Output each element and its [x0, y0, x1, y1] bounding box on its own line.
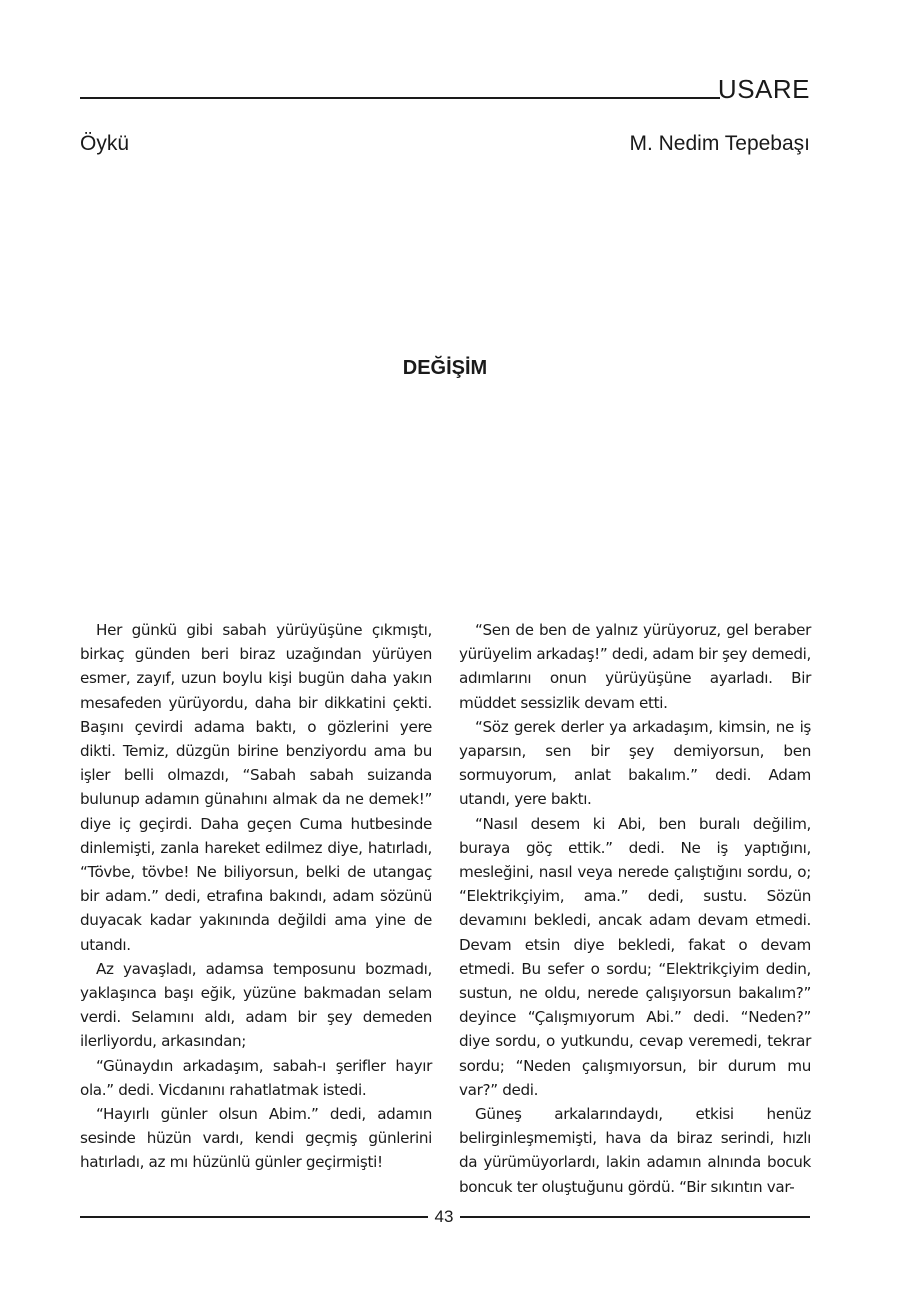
genre-label: Öykü: [80, 132, 130, 155]
story-title: DEĞİŞİM: [402, 357, 488, 379]
journal-name: USARE: [717, 74, 810, 104]
author-name: M. Nedim Tepebaşı: [629, 132, 810, 155]
left-column: [80, 618, 432, 1199]
story-body: [80, 618, 811, 1199]
footer-rule-right: [460, 1216, 810, 1218]
footer-rule-left: [80, 1216, 428, 1218]
paragraph: “Nasıl desem ki Abi, ben buralı değilim, buraya göç ettik.” dedi. Ne iş yaptığını, mesleğini, nasıl veya nerede çalıştığını sordu, o; “Elektrikçiyim, ama.” dedi, sustu. Sözün devamını bekledi, ancak adam devam etmedi. Devam etsin diye bekledi, fakat o devam etmedi. Bu sefer o sordu; “Elektrikçiyim dedin, sustun, ne oldu, nerede çalışıyorsun bakalım?” deyince “Çalışmıyorum Abi.” dedi. “Neden?” diye sordu, o yutkundu, cevap veremedi, tekrar sordu; “Neden çalışmıyorsun, bir durum mu var?” dedi.: [459, 814, 811, 1099]
header-rule: [80, 97, 720, 99]
right-column: [459, 618, 811, 1199]
page-number: 43: [434, 1207, 454, 1226]
paragraph: “Hayırlı günler olsun Abim.” dedi, adamın sesinde hüzün vardı, kendi geçmiş günlerini hatırladı, az mı hüzünlü günler geçirmişti!: [80, 1105, 432, 1172]
paragraph: “Günaydın arkadaşım, sabah-ı şerifler hayır ola.” dedi. Vicdanını rahatlatmak istedi.: [80, 1056, 432, 1099]
paragraph: Az yavaşladı, adamsa temposunu bozmadı, yaklaşınca başı eğik, yüzüne bakmadan selam verdi. Selamını aldı, adam bir şey demeden ilerliyordu, arkasından;: [80, 959, 432, 1051]
paragraph: “Söz gerek derler ya arkadaşım, kimsin, ne iş yaparsın, sen bir şey demiyorsun, ben sormuyorum, anlat bakalım.” dedi. Adam utandı, yere baktı.: [459, 717, 811, 809]
paragraph: “Sen de ben de yalnız yürüyoruz, gel beraber yürüyelim arkadaş!” dedi, adam bir şey demedi, adımlarını onun yürüyüşüne ayarladı. Bir müddet sessizlik devam etti.: [459, 621, 811, 712]
paragraph: Güneş arkalarındaydı, etkisi henüz belirginleşmemişti, hava da biraz serindi, hızlı da yürümüyorlardı, lakin adamın alnında bocuk boncuk ter oluştuğunu gördü. “Bir sıkıntın var-: [459, 1105, 811, 1196]
paragraph: Her günkü gibi sabah yürüyüşüne çıkmıştı, birkaç günden beri biraz uzağından yürüyen esmer, zayıf, uzun boylu kişi bugün daha yakın mesafeden yürüyordu, daha bir dikkatini çekti. Başını çevirdi adama baktı, o gözlerini yere dikti. Temiz, düzgün birine benziyordu ama bu işler belli olmazdı, “Sabah sabah suizanda bulunup adamın günahını almak da ne demek!” diye iç geçirdi. Daha geçen Cuma hutbesinde dinlemişti, zanla hareket edilmez diye, hatırladı, “Tövbe, tövbe! Ne biliyorsun, belki de utangaç bir adam.” dedi, etrafına bakındı, adam sözünü duyacak kadar yakınında değildi ama yine de utandı.: [80, 621, 432, 954]
